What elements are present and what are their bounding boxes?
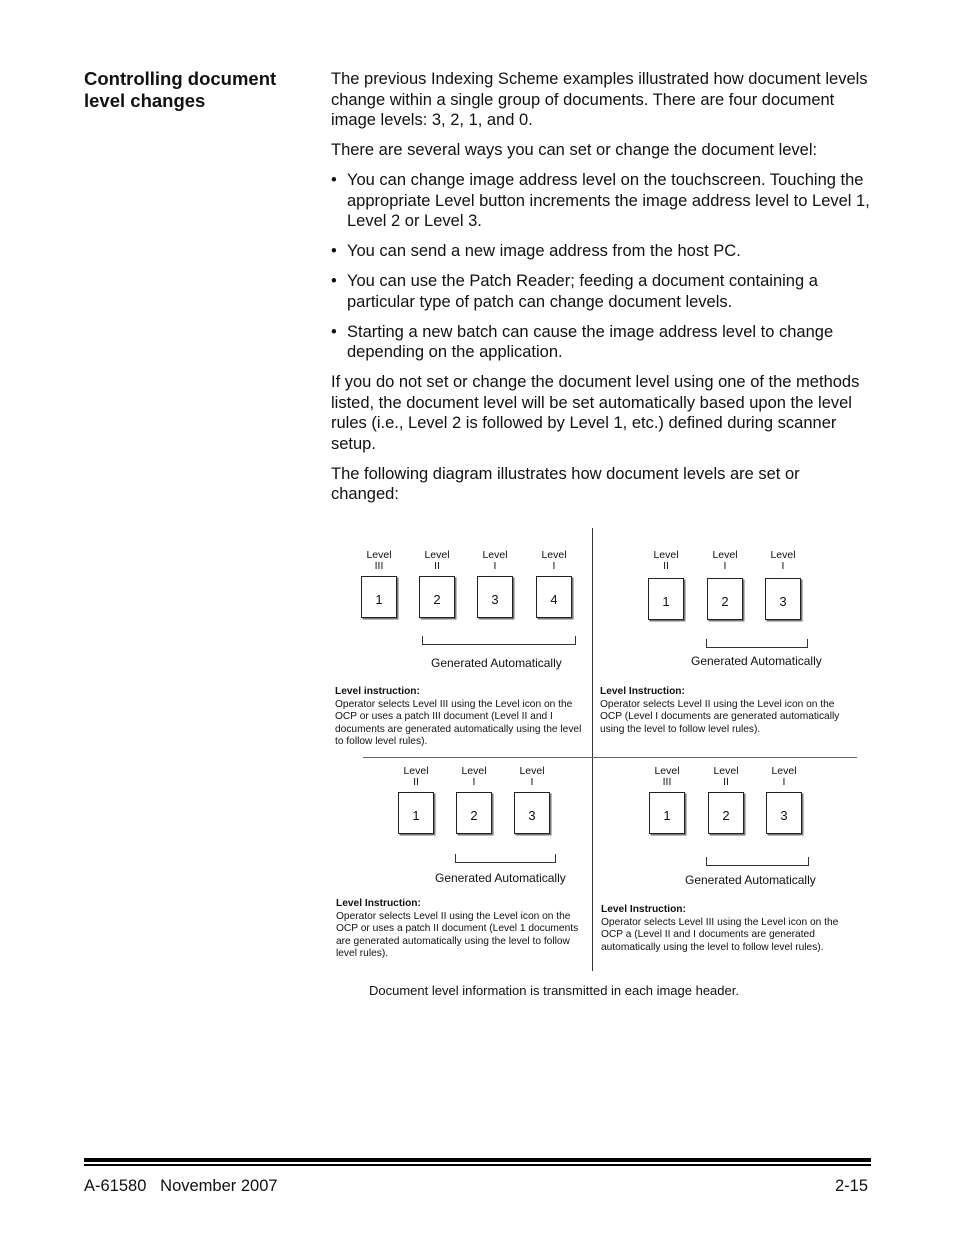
generated-automatically-label: Generated Automatically xyxy=(685,873,816,887)
auto-generated-bracket xyxy=(455,854,556,863)
level-label: Level I xyxy=(771,765,797,788)
body-text xyxy=(331,69,871,514)
section-heading: Controlling document level changes xyxy=(84,68,277,111)
document-page xyxy=(398,792,434,834)
document-number: 1 xyxy=(375,592,383,607)
document-page xyxy=(766,792,802,834)
auto-generated-bracket xyxy=(706,639,808,648)
level-instruction xyxy=(335,686,591,749)
list-item xyxy=(331,322,871,363)
document-level-diagram xyxy=(333,528,858,973)
document-number: 4 xyxy=(550,592,558,607)
list-item-text: You can send a new image address from the host PC. xyxy=(347,242,741,260)
document-number: 3 xyxy=(491,592,499,607)
document-number: 3 xyxy=(528,808,536,823)
diagram-caption: Document level information is transmitted in each image header. xyxy=(369,983,739,998)
body-paragraph: The following diagram illustrates how document levels are set or changed: xyxy=(331,464,800,503)
document-number: 1 xyxy=(412,808,420,823)
generated-automatically-label: Generated Automatically xyxy=(435,871,566,885)
level-label: Level I xyxy=(519,765,545,788)
document-number: 1 xyxy=(663,808,671,823)
list-item-text: You can change image address level on the touchscreen. Touching the appropriate Level button increments the image address level to Level 1, Level 2 or Level 3. xyxy=(347,171,870,230)
auto-generated-bracket xyxy=(706,857,809,866)
footer-date: November 2007 xyxy=(160,1177,278,1195)
document-page xyxy=(361,576,397,618)
list-item xyxy=(331,271,871,312)
footer-doc-id: A-61580 xyxy=(84,1177,147,1195)
document-page xyxy=(477,576,513,618)
methods-list xyxy=(331,170,871,363)
level-instruction xyxy=(601,904,857,954)
level-instruction-text: Operator selects Level II using the Level icon on the OCP (Level I documents are generated automatically using the level to follow level rules). xyxy=(600,698,840,735)
document-page xyxy=(456,792,492,834)
level-label: Level I xyxy=(770,549,796,572)
document-page xyxy=(649,792,685,834)
document-number: 3 xyxy=(779,594,787,609)
level-label: Level III xyxy=(366,549,392,572)
level-label: Level I xyxy=(541,549,567,572)
document-page xyxy=(536,576,572,618)
document-number: 2 xyxy=(433,592,441,607)
footer-doc-info xyxy=(84,1177,278,1196)
document-page xyxy=(708,792,744,834)
auto-generated-bracket xyxy=(422,636,576,645)
footer-rule xyxy=(84,1164,871,1166)
document-number: 3 xyxy=(780,808,788,823)
document-number: 2 xyxy=(470,808,478,823)
intro-paragraph: The previous Indexing Scheme examples illustrated how document levels change within a single group of documents. There are four document image levels: 3, 2, 1, and 0. xyxy=(331,70,868,129)
list-item-text: You can use the Patch Reader; feeding a document containing a particular type of patch can change document levels. xyxy=(347,272,818,311)
list-item-text: Starting a new batch can cause the image address level to change depending on the application. xyxy=(347,322,834,361)
document-page xyxy=(419,576,455,618)
generated-automatically-label: Generated Automatically xyxy=(691,654,822,668)
intro-paragraph: There are several ways you can set or change the document level: xyxy=(331,141,818,159)
level-instruction-text: Operator selects Level III using the Level icon on the OCP a (Level II and I documents are generated automatically using the level to follow level rules). xyxy=(601,916,839,953)
level-instruction-title: Level Instruction: xyxy=(601,904,686,915)
document-number: 1 xyxy=(662,594,670,609)
level-instruction-title: Level Instruction: xyxy=(600,686,685,697)
document-page xyxy=(765,578,801,620)
list-item xyxy=(331,170,871,232)
bullet-icon: • xyxy=(331,322,337,341)
bullet-icon: • xyxy=(331,242,337,260)
footer-rule xyxy=(84,1158,871,1162)
document-number: 2 xyxy=(721,594,729,609)
diagram-vertical-divider xyxy=(592,528,593,971)
footer-page-number: 2-15 xyxy=(835,1177,869,1195)
document-page xyxy=(707,578,743,620)
bullet-icon: • xyxy=(331,272,337,290)
level-label: Level II xyxy=(403,765,429,788)
level-label: Level III xyxy=(654,765,680,788)
diagram-horizontal-divider xyxy=(363,757,857,758)
level-instruction-text: Operator selects Level II using the Level icon on the OCP or uses a patch II document (Level 1 documents are generated automatically using the level to follow level rules). xyxy=(336,910,579,960)
level-label: Level I xyxy=(712,549,738,572)
level-label: Level II xyxy=(424,549,450,572)
level-instruction-title: Level instruction: xyxy=(335,686,420,697)
level-instruction-text: Operator selects Level III using the Level icon on the OCP or uses a patch III document (Level II and I documents are generated automatically using the level to follow level rules). xyxy=(335,698,582,748)
document-number: 2 xyxy=(722,808,730,823)
level-label: Level II xyxy=(713,765,739,788)
level-instruction-title: Level Instruction: xyxy=(336,898,421,909)
list-item xyxy=(331,241,871,262)
generated-automatically-label: Generated Automatically xyxy=(431,656,562,670)
document-page xyxy=(514,792,550,834)
level-label: Level I xyxy=(461,765,487,788)
level-label: Level I xyxy=(482,549,508,572)
level-instruction xyxy=(336,898,592,961)
level-label: Level II xyxy=(653,549,679,572)
document-page xyxy=(648,578,684,620)
bullet-icon: • xyxy=(331,171,337,189)
level-instruction xyxy=(600,686,856,736)
body-paragraph: If you do not set or change the document level using one of the methods listed, the document level will be set automatically based upon the level rules (i.e., Level 2 is followed by Level 1, etc.) defined during scanner setup. xyxy=(331,373,860,453)
